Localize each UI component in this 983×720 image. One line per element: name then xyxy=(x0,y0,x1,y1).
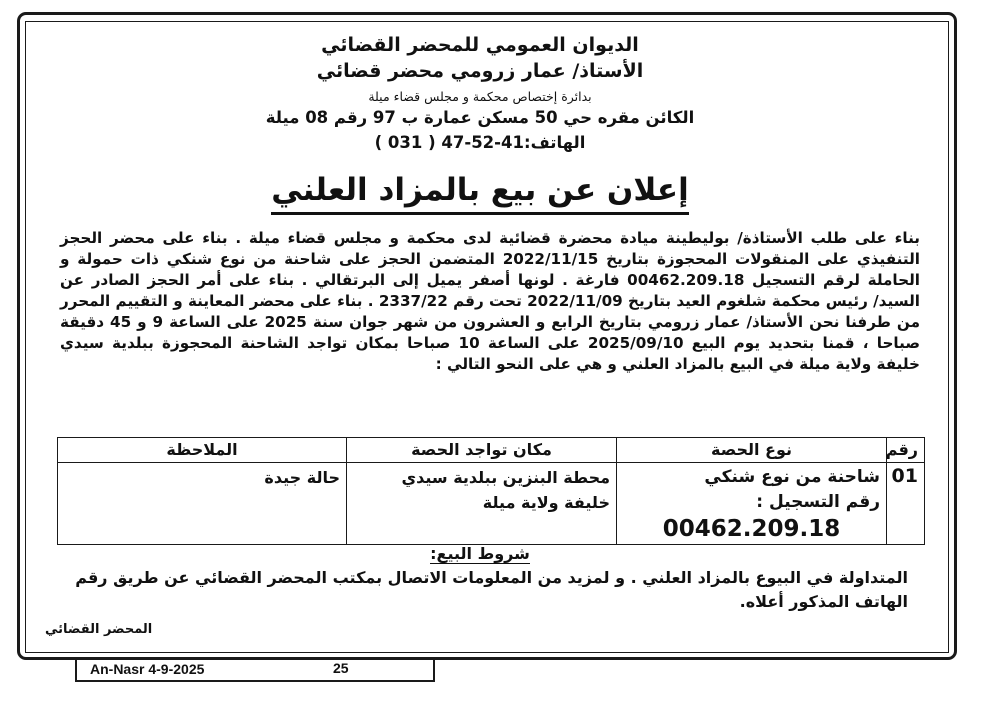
bailiff-name: الأستاذ/ عمار زرومي محضر قضائي xyxy=(316,60,644,82)
lot-note: حالة جيدة xyxy=(58,463,347,545)
conditions-title-text: شروط البيع: xyxy=(430,544,530,563)
announcement-body: بناء على طلب الأستاذة/ بوليطينة ميادة محضرة قضائية لدى محكمة و مجلس قضاء ميلة . بناء على محضر الحجز التنفيذي على المنقولات المحجوزة بتاريخ 2022/11/15 المتضمن الحجز على شاحنة من نوع شنكي ذات حمولة و الحاملة لرقم التسجيل 00462.209.18 فارغة . لونها أصفر يميل إلى البرتقالي . بناء على أمر الحجز الصادر عن السيد/ رئيس محكمة شلغوم العيد بتاريخ 2022/11/09 تحت رقم 2337/22 . بناء على محضر المعاينة و التقييم المحرر من طرفنا نحن الأستاذ/ عمار زرومي بتاريخ الرابع و العشرون من شهر جوان سنة 2025 على الساعة 9 و 45 دقيقة صباحا ، قمنا بتحديد يوم البيع 2025/09/10 على الساعة 10 صباحا بمكان تواجد الشاحنة المحجوزة ببلدية سيدي خليفة ولاية ميلة في البيع بالمزاد العلني و هي على النحو التالي : xyxy=(60,229,921,373)
table-header-row xyxy=(58,438,925,463)
conditions-text: المتداولة في البيوع بالمزاد العلني . و لمزيد من المعلومات الاتصال بمكتب المحضر القضائي عن طريق رقم الهاتف المذكور أعلاه. xyxy=(75,568,908,611)
newspaper-date: An-Nasr 4-9-2025 xyxy=(90,661,205,677)
lots-table xyxy=(57,437,925,545)
signature: المحضر القضائي xyxy=(45,622,153,637)
header-number: رقم xyxy=(887,438,925,463)
lot-type-cell xyxy=(617,463,887,545)
jurisdiction: بدائرة إختصاص محكمة و مجلس قضاء ميلة xyxy=(368,89,592,104)
conditions-title xyxy=(40,544,920,563)
announcement-title xyxy=(40,172,920,208)
header-note: الملاحظة xyxy=(58,438,347,463)
table-row xyxy=(58,463,925,545)
header-lot-location: مكان تواجد الحصة xyxy=(347,438,617,463)
registration-number: 00462.209.18 xyxy=(662,516,841,542)
registration-label: رقم التسجيل : xyxy=(756,492,880,512)
header-lot-type: نوع الحصة xyxy=(617,438,887,463)
lot-type: شاحنة من نوع شنكي xyxy=(704,467,880,487)
lot-location: محطة البنزين ببلدية سيدي خليفة ولاية ميلة xyxy=(347,463,617,545)
office-phone: الهاتف:41-52-47 ( 031 ) xyxy=(374,133,586,152)
office-name: الديوان العمومي للمحضر القضائي xyxy=(321,34,639,56)
office-address: الكائن مقره حي 50 مسكن عمارة ب 97 رقم 08 ميلة xyxy=(265,108,695,127)
page-number: 25 xyxy=(333,660,349,676)
announcement-title-text: إعلان عن بيع بالمزاد العلني xyxy=(271,172,688,215)
lot-number: 01 xyxy=(887,463,925,545)
